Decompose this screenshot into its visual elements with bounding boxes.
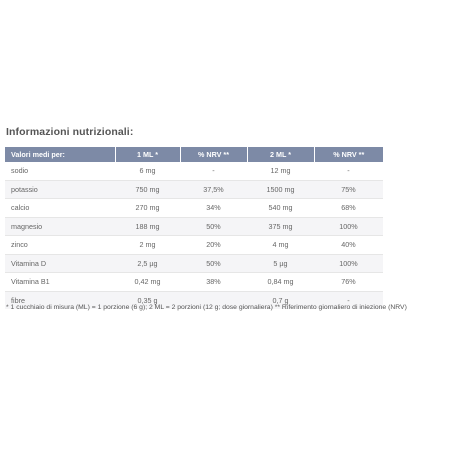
nrv-2ml: 68%	[314, 199, 383, 218]
value-1ml: 6 mg	[115, 162, 180, 180]
nutrient-name: Vitamina B1	[5, 273, 115, 292]
table-row	[5, 236, 383, 255]
value-2ml: 375 mg	[247, 217, 314, 236]
nrv-2ml: 76%	[314, 273, 383, 292]
nrv-2ml: 100%	[314, 217, 383, 236]
nrv-2ml: -	[314, 291, 383, 309]
header-cell-nrv-1ml: % NRV **	[180, 147, 247, 162]
nrv-1ml: 50%	[180, 217, 247, 236]
nrv-1ml: 37,5%	[180, 180, 247, 199]
nutrient-name: calcio	[5, 199, 115, 218]
footnote: * 1 cucchiaio di misura (ML) = 1 porzione (6 g); 2 ML = 2 porzioni (12 g; dose giornaliera) ** Riferimento giornaliero di iniezione (NRV)	[6, 304, 407, 311]
nrv-1ml: 20%	[180, 236, 247, 255]
value-2ml: 0,7 g	[247, 291, 314, 309]
value-1ml: 2,5 µg	[115, 254, 180, 273]
section-heading: Informazioni nutrizionali:	[6, 126, 134, 138]
header-cell-nutrient: Valori medi per:	[5, 147, 115, 162]
value-2ml: 12 mg	[247, 162, 314, 180]
nutrient-name: zinco	[5, 236, 115, 255]
table-row	[5, 254, 383, 273]
value-1ml: 2 mg	[115, 236, 180, 255]
nrv-1ml: -	[180, 162, 247, 180]
table-row	[5, 217, 383, 236]
value-2ml: 4 mg	[247, 236, 314, 255]
header-cell-nrv-2ml: % NRV **	[314, 147, 383, 162]
value-2ml: 540 mg	[247, 199, 314, 218]
header-cell-2ml: 2 ML *	[247, 147, 314, 162]
nutrition-table	[5, 147, 383, 309]
value-2ml: 5 µg	[247, 254, 314, 273]
nrv-2ml: 40%	[314, 236, 383, 255]
value-2ml: 0,84 mg	[247, 273, 314, 292]
table-row	[5, 199, 383, 218]
nutrient-name: fibre	[5, 291, 115, 309]
nrv-1ml: 50%	[180, 254, 247, 273]
header-cell-1ml: 1 ML *	[115, 147, 180, 162]
nrv-1ml: 34%	[180, 199, 247, 218]
value-1ml: 0,42 mg	[115, 273, 180, 292]
nrv-2ml: 100%	[314, 254, 383, 273]
table-row	[5, 180, 383, 199]
value-1ml: 0,35 g	[115, 291, 180, 309]
value-1ml: 750 mg	[115, 180, 180, 199]
nutrient-name: Vitamina D	[5, 254, 115, 273]
nrv-2ml: -	[314, 162, 383, 180]
table-row	[5, 162, 383, 180]
nutrient-name: magnesio	[5, 217, 115, 236]
nrv-2ml: 75%	[314, 180, 383, 199]
nutrient-name: potassio	[5, 180, 115, 199]
value-1ml: 270 mg	[115, 199, 180, 218]
value-1ml: 188 mg	[115, 217, 180, 236]
nrv-1ml: 38%	[180, 273, 247, 292]
nutrient-name: sodio	[5, 162, 115, 180]
value-2ml: 1500 mg	[247, 180, 314, 199]
table-row	[5, 273, 383, 292]
table-header-row	[5, 147, 383, 162]
